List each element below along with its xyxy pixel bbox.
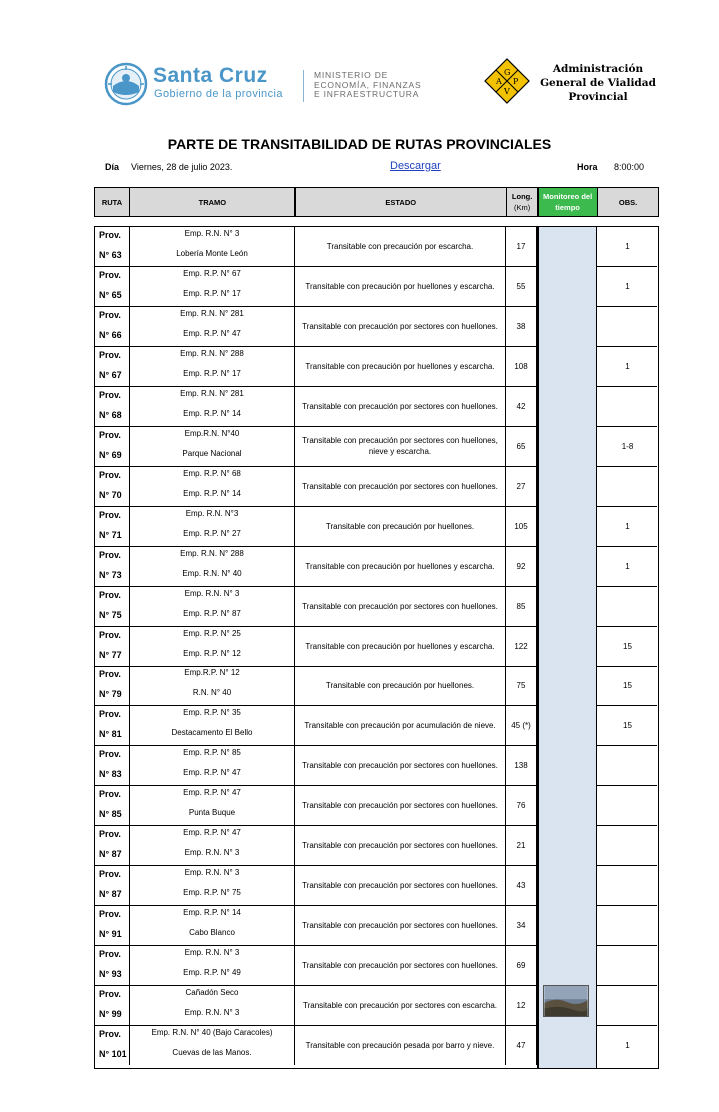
header-monitoreo: Monitoreo del tiempo xyxy=(539,188,597,216)
route-number: N° 101 xyxy=(99,1049,127,1059)
santa-cruz-emblem-icon xyxy=(104,62,148,106)
obs-cell: 15 xyxy=(623,681,632,691)
route-prefix: Prov. xyxy=(99,989,121,1000)
route-prefix: Prov. xyxy=(99,589,121,600)
estado-cell: Transitable con precaución por huellones y escarcha. xyxy=(295,627,506,666)
length-cell: 92 xyxy=(506,547,537,586)
tramo-to: Emp. R.P. N° 47 xyxy=(183,328,241,338)
hora-label: Hora xyxy=(577,162,598,172)
length-cell: 34 xyxy=(506,906,537,945)
tramo-from: Emp. R.P. N° 25 xyxy=(183,628,241,638)
estado-cell: Transitable con precaución por sectores con huellones. xyxy=(295,786,506,825)
route-prefix: Prov. xyxy=(99,669,121,680)
route-number: N° 75 xyxy=(99,609,122,620)
route-cell xyxy=(95,906,130,945)
agvp-letter-g: G xyxy=(504,68,511,77)
tramo-to: Emp. R.P. N° 12 xyxy=(183,648,241,658)
estado-cell: Transitable con precaución por sectores con huellones, nieve y escarcha. xyxy=(295,427,506,466)
obs-cell xyxy=(598,786,657,825)
route-cell xyxy=(95,826,130,865)
estado-cell: Transitable con precaución por sectores con huellones. xyxy=(295,387,506,426)
tramo-cell xyxy=(130,227,295,266)
route-prefix: Prov. xyxy=(99,230,121,240)
dia-value: Viernes, 28 de julio 2023. xyxy=(131,162,233,172)
estado-cell: Transitable con precaución por sectores con huellones. xyxy=(295,307,506,346)
tramo-to: Destacamento El Bello xyxy=(171,728,253,738)
route-prefix: Prov. xyxy=(99,709,121,720)
route-prefix: Prov. xyxy=(99,749,121,760)
agvp-letter-v: V xyxy=(504,87,510,96)
route-cell xyxy=(95,666,130,705)
tramo-to: Emp. R.P. N° 14 xyxy=(183,488,241,498)
obs-cell xyxy=(598,587,657,626)
tramo-cell xyxy=(130,307,295,346)
brand-subtitle: Gobierno de la provincia xyxy=(154,88,283,100)
estado-cell: Transitable con precaución por huellones y escarcha. xyxy=(295,547,506,586)
route-number: N° 65 xyxy=(99,289,122,300)
brand-divider xyxy=(303,70,304,102)
obs-cell xyxy=(598,866,657,905)
agency-name: Administración General de Vialidad Provincial xyxy=(540,63,656,103)
table-header xyxy=(94,187,659,217)
length-cell: 138 xyxy=(506,746,537,785)
tramo-from: Emp. R.P. N° 47 xyxy=(183,788,241,798)
tramo-from: Emp. R.N. N°3 xyxy=(185,508,239,518)
tramo-to: Emp. R.N. N° 40 xyxy=(182,568,242,578)
tramo-cell xyxy=(130,746,295,785)
tramo-from: Emp. R.N. N° 3 xyxy=(184,948,240,958)
obs-cell xyxy=(598,467,657,506)
route-cell xyxy=(95,986,130,1025)
route-cell xyxy=(95,946,130,985)
tramo-from: Emp. R.N. N° 40 (Bajo Caracoles) xyxy=(151,1028,273,1037)
tramo-from: Emp.R.N. N°40 xyxy=(184,428,240,438)
route-prefix: Prov. xyxy=(99,1029,121,1039)
tramo-to: Emp. R.P. N° 47 xyxy=(183,768,241,778)
tramo-to: Emp. R.P. N° 49 xyxy=(183,968,241,978)
tramo-cell xyxy=(130,1026,295,1065)
tramo-to: Emp. R.N. N° 3 xyxy=(184,1008,240,1018)
route-number: N° 67 xyxy=(99,369,122,380)
agvp-logo-icon xyxy=(484,58,530,104)
route-prefix: Prov. xyxy=(99,269,121,280)
column-separator xyxy=(537,227,539,1068)
route-cell xyxy=(95,387,130,426)
length-cell: 122 xyxy=(506,627,537,666)
estado-cell: Transitable con precaución por huellones y escarcha. xyxy=(295,347,506,386)
length-cell: 38 xyxy=(506,307,537,346)
monitor-column xyxy=(538,227,597,1068)
tramo-from: Emp. R.P. N° 14 xyxy=(183,908,241,918)
route-cell xyxy=(95,507,130,546)
tramo-cell xyxy=(130,906,295,945)
obs-cell xyxy=(598,946,657,985)
dia-label: Día xyxy=(105,162,120,172)
header-ruta: RUTA xyxy=(95,188,129,216)
estado-cell: Transitable con precaución por escarcha. xyxy=(295,227,506,266)
route-prefix: Prov. xyxy=(99,829,121,840)
route-cell xyxy=(95,866,130,905)
tramo-cell xyxy=(130,387,295,426)
tramo-from: Emp. R.N. N° 3 xyxy=(184,588,240,598)
estado-cell: Transitable con precaución por sectores con huellones. xyxy=(295,906,506,945)
route-prefix: Prov. xyxy=(99,509,121,520)
obs-cell xyxy=(598,387,657,426)
length-cell: 55 xyxy=(506,267,537,306)
obs-cell: 1 xyxy=(625,361,630,371)
route-cell xyxy=(95,467,130,506)
route-number: N° 66 xyxy=(99,329,122,340)
estado-cell: Transitable con precaución por sectores con huellones. xyxy=(295,866,506,905)
route-cell xyxy=(95,786,130,825)
tramo-from: Emp. R.N. N° 3 xyxy=(184,229,240,238)
route-prefix: Prov. xyxy=(99,309,121,320)
route-cell xyxy=(95,746,130,785)
obs-cell xyxy=(598,986,657,1025)
route-cell xyxy=(95,1026,130,1065)
length-cell: 17 xyxy=(506,227,537,266)
tramo-cell xyxy=(130,946,295,985)
header-long: Long. (Km) xyxy=(507,188,537,216)
route-number: N° 83 xyxy=(99,769,122,780)
obs-cell xyxy=(598,307,657,346)
tramo-from: Emp. R.P. N° 68 xyxy=(183,468,241,478)
route-cell xyxy=(95,587,130,626)
route-number: N° 63 xyxy=(99,250,122,260)
length-cell: 21 xyxy=(506,826,537,865)
length-cell: 85 xyxy=(506,587,537,626)
route-number: N° 70 xyxy=(99,489,122,500)
route-number: N° 87 xyxy=(99,849,122,860)
agvp-letter-p: P xyxy=(513,77,519,86)
route-number: N° 87 xyxy=(99,889,122,900)
length-cell: 69 xyxy=(506,946,537,985)
route-prefix: Prov. xyxy=(99,869,121,880)
tramo-to: R.N. N° 40 xyxy=(192,688,232,698)
tramo-cell xyxy=(130,547,295,586)
tramo-to: Lobería Monte León xyxy=(176,249,248,258)
tramo-from: Emp. R.N. N° 281 xyxy=(180,308,244,318)
route-cell xyxy=(95,706,130,745)
ministry-name: MINISTERIO DE ECONOMÍA, FINANZAS E INFRAESTRUCTURA xyxy=(314,70,422,99)
route-number: N° 85 xyxy=(99,809,122,820)
page-title: PARTE DE TRANSITABILIDAD DE RUTAS PROVINCIALES xyxy=(167,136,552,152)
obs-cell: 15 xyxy=(623,721,632,731)
header-tramo: TRAMO xyxy=(130,188,294,216)
route-cell xyxy=(95,547,130,586)
estado-cell: Transitable con precaución por huellones y escarcha. xyxy=(295,267,506,306)
obs-cell: 1 xyxy=(625,561,630,571)
tramo-from: Emp. R.N. N° 281 xyxy=(180,388,244,398)
tramo-to: Emp. R.N. N° 3 xyxy=(184,848,240,858)
length-cell: 75 xyxy=(506,666,537,705)
route-cell xyxy=(95,427,130,466)
route-prefix: Prov. xyxy=(99,909,121,920)
length-cell: 47 xyxy=(506,1026,537,1065)
tramo-from: Emp. R.P. N° 85 xyxy=(183,748,241,758)
length-cell: 105 xyxy=(506,507,537,546)
obs-cell: 1 xyxy=(625,521,630,531)
obs-cell xyxy=(598,746,657,785)
tramo-to: Emp. R.P. N° 17 xyxy=(183,368,241,378)
tramo-cell xyxy=(130,427,295,466)
estado-cell: Transitable con precaución por sectores con huellones. xyxy=(295,467,506,506)
length-cell: 76 xyxy=(506,786,537,825)
tramo-cell xyxy=(130,986,295,1025)
tramo-from: Emp. R.N. N° 288 xyxy=(180,548,244,558)
route-number: N° 68 xyxy=(99,409,122,420)
estado-cell: Transitable con precaución por sectores con escarcha. xyxy=(295,986,506,1025)
tramo-from: Cañadón Seco xyxy=(185,988,239,998)
tramo-to: Cabo Blanco xyxy=(189,928,235,938)
tramo-cell xyxy=(130,866,295,905)
tramo-to: Emp. R.P. N° 17 xyxy=(183,288,241,298)
length-cell: 45 (*) xyxy=(506,706,537,745)
tramo-to: Emp. R.P. N° 75 xyxy=(183,888,241,898)
route-prefix: Prov. xyxy=(99,429,121,440)
obs-cell: 15 xyxy=(623,641,632,651)
route-cell xyxy=(95,307,130,346)
tramo-from: Emp. R.P. N° 47 xyxy=(183,828,241,838)
tramo-to: Emp. R.P. N° 14 xyxy=(183,408,241,418)
hora-value: 8:00:00 xyxy=(614,162,645,172)
tramo-from: Emp. R.N. N° 288 xyxy=(180,348,244,358)
tramo-cell xyxy=(130,507,295,546)
weather-camera-thumbnail[interactable] xyxy=(543,985,589,1017)
obs-cell xyxy=(598,826,657,865)
tramo-cell xyxy=(130,267,295,306)
tramo-cell xyxy=(130,666,295,705)
estado-cell: Transitable con precaución por acumulación de nieve. xyxy=(295,706,506,745)
tramo-cell xyxy=(130,786,295,825)
length-cell: 43 xyxy=(506,866,537,905)
estado-cell: Transitable con precaución por sectores con huellones. xyxy=(295,746,506,785)
tramo-cell xyxy=(130,706,295,745)
route-cell xyxy=(95,227,130,266)
length-cell: 27 xyxy=(506,467,537,506)
route-prefix: Prov. xyxy=(99,949,121,960)
route-prefix: Prov. xyxy=(99,389,121,400)
tramo-from: Emp. R.P. N° 67 xyxy=(183,268,241,278)
route-prefix: Prov. xyxy=(99,469,121,480)
estado-cell: Transitable con precaución pesada por barro y nieve. xyxy=(295,1026,506,1065)
estado-cell: Transitable con precaución por huellones. xyxy=(295,507,506,546)
length-cell: 108 xyxy=(506,347,537,386)
tramo-to: Cuevas de las Manos. xyxy=(172,1048,252,1057)
obs-cell: 1 xyxy=(625,242,630,251)
route-number: N° 69 xyxy=(99,449,122,460)
estado-cell: Transitable con precaución por huellones. xyxy=(295,666,506,705)
estado-cell: Transitable con precaución por sectores con huellones. xyxy=(295,826,506,865)
tramo-to: Emp. R.P. N° 87 xyxy=(183,608,241,618)
tramo-to: Emp. R.P. N° 27 xyxy=(183,528,241,538)
obs-cell: 1 xyxy=(625,1041,630,1050)
tramo-to: Parque Nacional xyxy=(182,448,242,458)
length-cell: 42 xyxy=(506,387,537,426)
route-prefix: Prov. xyxy=(99,549,121,560)
brand-title: Santa Cruz xyxy=(153,64,268,87)
agvp-letter-a: A xyxy=(496,77,502,86)
header-estado: ESTADO xyxy=(296,188,506,216)
tramo-to: Punta Buque xyxy=(188,808,236,818)
header-obs: OBS. xyxy=(598,188,658,216)
route-prefix: Prov. xyxy=(99,789,121,800)
tramo-cell xyxy=(130,347,295,386)
tramo-cell xyxy=(130,627,295,666)
route-cell xyxy=(95,627,130,666)
route-prefix: Prov. xyxy=(99,349,121,360)
tramo-from: Emp. R.P. N° 35 xyxy=(183,708,241,718)
route-number: N° 73 xyxy=(99,569,122,580)
length-cell: 65 xyxy=(506,427,537,466)
routes-table xyxy=(94,226,659,1069)
obs-cell: 1-8 xyxy=(621,441,634,451)
route-number: N° 79 xyxy=(99,689,122,700)
route-cell xyxy=(95,347,130,386)
route-number: N° 91 xyxy=(99,929,122,940)
estado-cell: Transitable con precaución por sectores con huellones. xyxy=(295,587,506,626)
route-cell xyxy=(95,267,130,306)
estado-cell: Transitable con precaución por sectores con huellones. xyxy=(295,946,506,985)
download-link[interactable]: Descargar xyxy=(390,160,441,172)
obs-cell: 1 xyxy=(625,281,630,291)
route-prefix: Prov. xyxy=(99,629,121,640)
length-cell: 12 xyxy=(506,986,537,1025)
route-number: N° 71 xyxy=(99,529,122,540)
route-number: N° 93 xyxy=(99,969,122,980)
route-number: N° 81 xyxy=(99,729,122,740)
route-number: N° 99 xyxy=(99,1009,122,1020)
tramo-from: Emp.R.P. N° 12 xyxy=(184,668,240,678)
route-number: N° 77 xyxy=(99,649,122,660)
tramo-cell xyxy=(130,587,295,626)
tramo-cell xyxy=(130,467,295,506)
obs-cell xyxy=(598,906,657,945)
tramo-from: Emp. R.N. N° 3 xyxy=(184,868,240,878)
tramo-cell xyxy=(130,826,295,865)
